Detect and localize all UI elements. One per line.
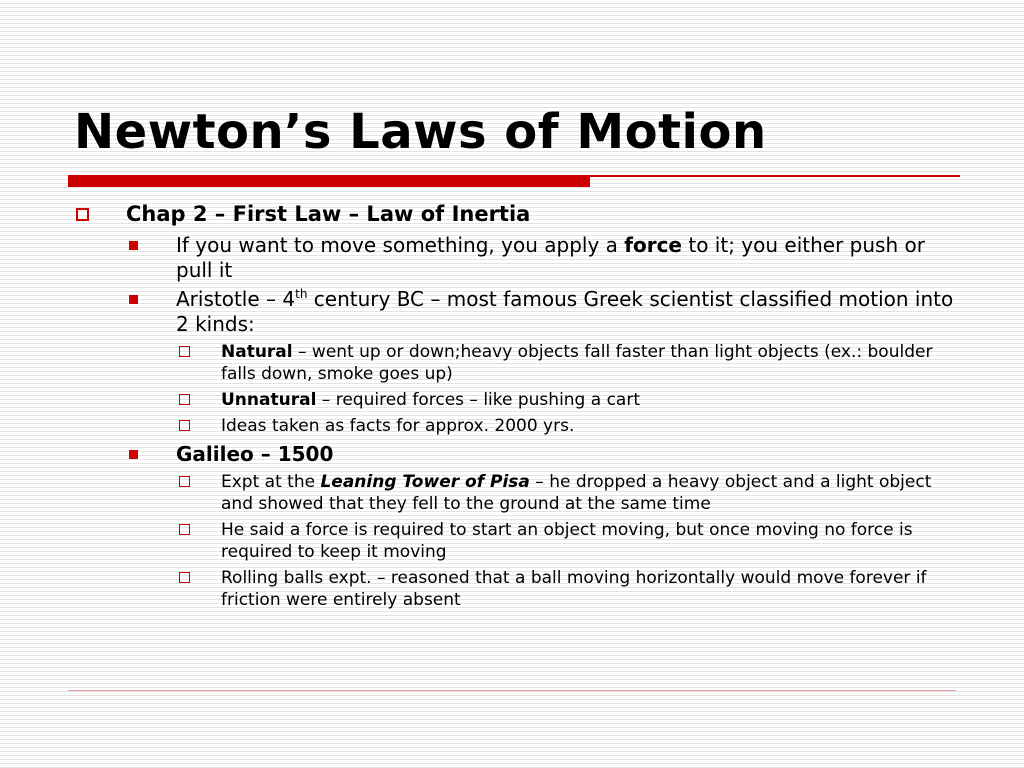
natural-bold-word: Natural bbox=[221, 342, 293, 362]
hollow-square-bullet-icon bbox=[179, 572, 190, 583]
pisa-text-a: Expt at the bbox=[221, 472, 321, 492]
bullet-chap2-heading bbox=[126, 201, 976, 227]
galileo-text: Galileo – 1500 bbox=[176, 442, 334, 466]
bullet-ideas bbox=[221, 415, 961, 437]
bullet-force-required bbox=[221, 519, 961, 563]
force-bold-word: force bbox=[624, 233, 682, 257]
slide-title: Newton’s Laws of Motion bbox=[74, 104, 767, 160]
solid-square-bullet-icon bbox=[129, 295, 138, 304]
natural-text: – went up or down;heavy objects fall faster than light objects (ex.: boulder falls down, smoke goes up) bbox=[221, 342, 933, 384]
unnatural-text: – required forces – like pushing a cart bbox=[316, 390, 640, 410]
hollow-square-bullet-icon bbox=[179, 394, 190, 405]
force-required-text: He said a force is required to start an object moving, but once moving no force is required to keep it moving bbox=[221, 520, 913, 562]
bullet-rolling-balls bbox=[221, 567, 961, 611]
aristotle-text-b: century BC – most famous Greek scientist classified motion into 2 kinds: bbox=[176, 287, 954, 336]
solid-square-bullet-icon bbox=[129, 450, 138, 459]
bullet-force-definition bbox=[176, 233, 966, 283]
bullet-unnatural bbox=[221, 389, 961, 411]
unnatural-bold-word: Unnatural bbox=[221, 390, 317, 410]
force-text-a: If you want to move something, you apply a bbox=[176, 233, 625, 257]
force-text-b: to it; you either push or pull it bbox=[176, 233, 925, 282]
aristotle-superscript: th bbox=[295, 287, 308, 301]
hollow-square-bullet-icon bbox=[179, 476, 190, 487]
ideas-text: Ideas taken as facts for approx. 2000 yrs. bbox=[221, 416, 575, 436]
rolling-balls-text: Rolling balls expt. – reasoned that a ball moving horizontally would move forever if friction were entirely absent bbox=[221, 568, 927, 610]
bullet-aristotle bbox=[176, 287, 966, 337]
pisa-bold-italic: Leaning Tower of Pisa bbox=[320, 472, 530, 492]
pisa-text-b: – he dropped a heavy object and a light object and showed that they fell to the ground at the same time bbox=[221, 472, 932, 514]
solid-square-bullet-icon bbox=[129, 241, 138, 250]
bullet-pisa-experiment bbox=[221, 471, 961, 515]
aristotle-text-a: Aristotle – 4 bbox=[176, 287, 296, 311]
chap2-heading-text: Chap 2 – First Law – Law of Inertia bbox=[126, 202, 531, 226]
hollow-square-bullet-icon bbox=[179, 346, 190, 357]
hollow-square-bullet-icon bbox=[179, 524, 190, 535]
footer-rule bbox=[68, 690, 956, 691]
hollow-square-bullet-icon bbox=[76, 208, 89, 221]
hollow-square-bullet-icon bbox=[179, 420, 190, 431]
bullet-natural bbox=[221, 341, 961, 385]
bullet-galileo bbox=[176, 442, 966, 467]
